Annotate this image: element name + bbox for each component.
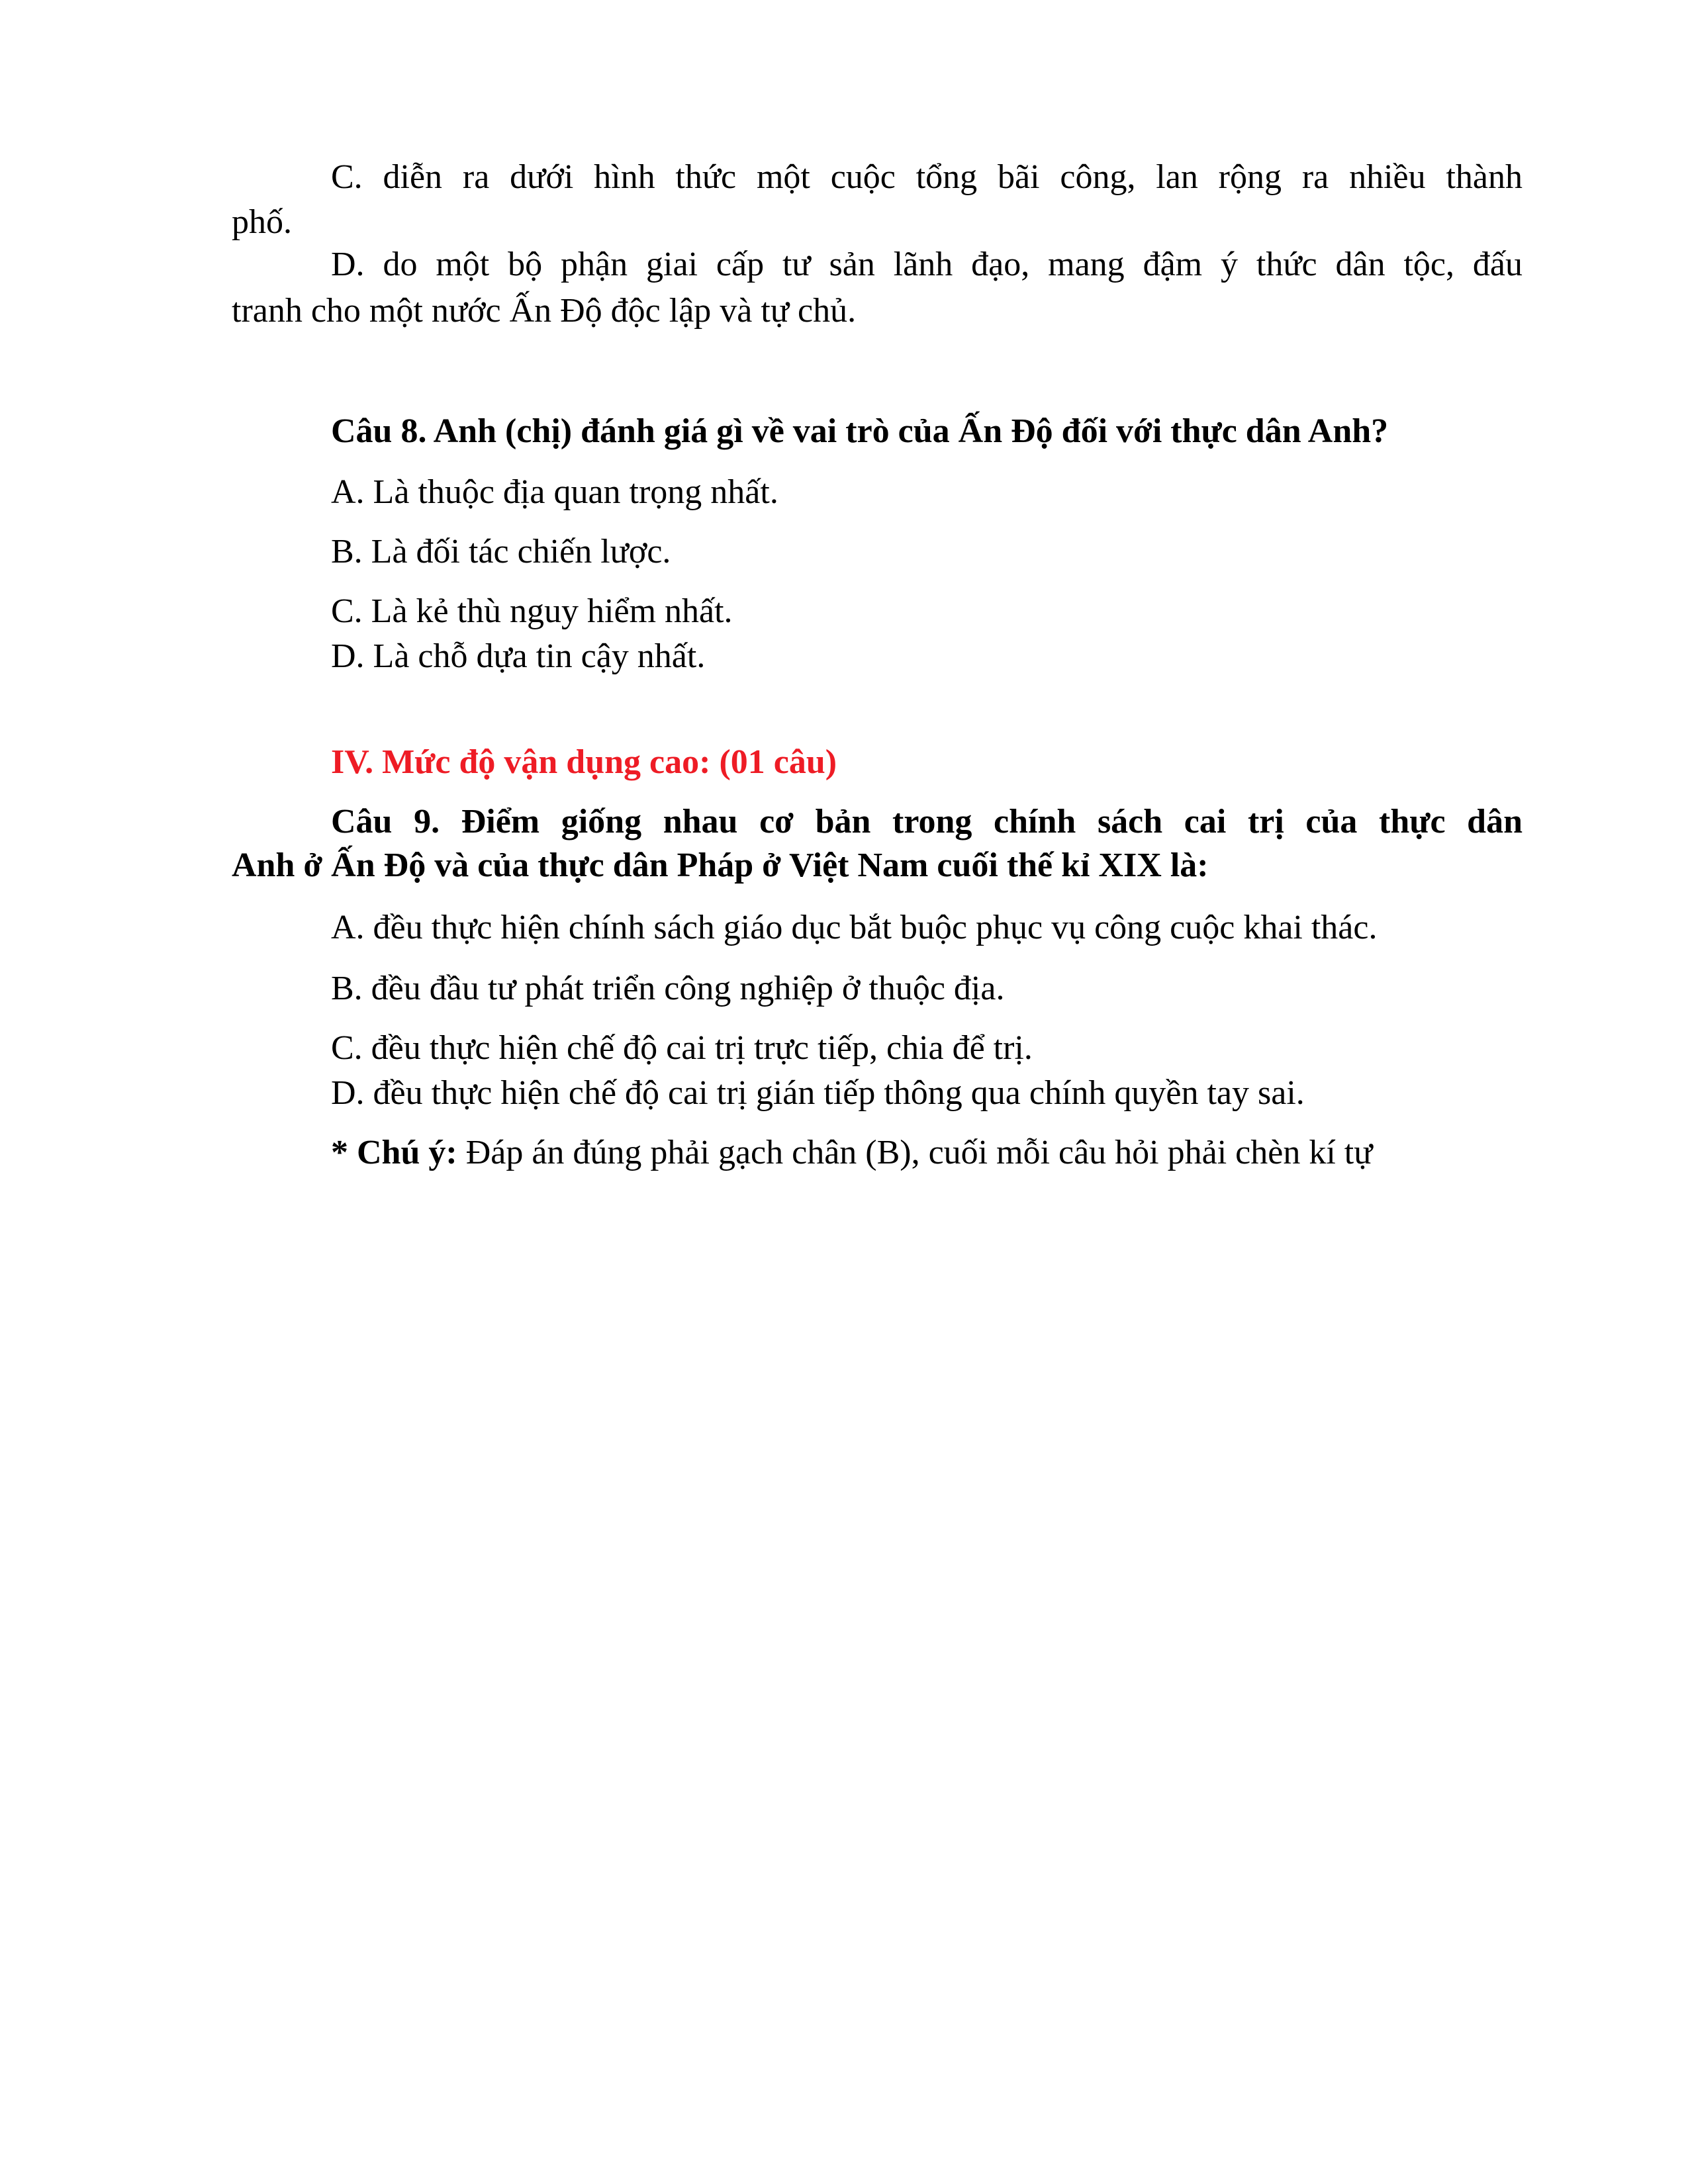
- question-9-title-line1: Câu 9. Điểm giống nhau cơ bản trong chính sách cai trị của thực dân: [331, 803, 1523, 841]
- note-label: * Chú ý:: [331, 1134, 457, 1171]
- prev-option-c-line2: phố.: [232, 203, 292, 241]
- question-9-option-d: D. đều thực hiện chế độ cai trị gián tiếp thông qua chính quyền tay sai.: [331, 1074, 1305, 1112]
- section-4-heading: IV. Mức độ vận dụng cao: (01 câu): [331, 743, 837, 781]
- question-9-option-b: B. đều đầu tư phát triển công nghiệp ở thuộc địa.: [331, 970, 1005, 1007]
- question-8-option-d: D. Là chỗ dựa tin cậy nhất.: [331, 637, 706, 675]
- question-8-title: Câu 8. Anh (chị) đánh giá gì về vai trò của Ấn Độ đối với thực dân Anh?: [331, 412, 1389, 450]
- prev-option-d-line2: tranh cho một nước Ấn Độ độc lập và tự chủ.: [232, 292, 857, 330]
- note-line: [331, 1132, 1372, 1174]
- question-8-option-b: B. Là đối tác chiến lược.: [331, 533, 671, 570]
- document-page: [232, 0, 1523, 2184]
- question-8-option-a: A. Là thuộc địa quan trọng nhất.: [331, 473, 778, 511]
- prev-option-d-line1: D. do một bộ phận giai cấp tư sản lãnh đạo, mang đậm ý thức dân tộc, đấu: [331, 246, 1523, 283]
- question-9-option-c: C. đều thực hiện chế độ cai trị trực tiếp, chia để trị.: [331, 1029, 1033, 1067]
- question-9-title-line2: Anh ở Ấn Độ và của thực dân Pháp ở Việt Nam cuối thế kỉ XIX là:: [232, 846, 1209, 884]
- question-9-option-a: A. đều thực hiện chính sách giáo dục bắt buộc phục vụ công cuộc khai thác.: [331, 909, 1378, 946]
- prev-option-c-line1: C. diễn ra dưới hình thức một cuộc tổng bãi công, lan rộng ra nhiều thành: [331, 158, 1523, 196]
- note-text: Đáp án đúng phải gạch chân (B), cuối mỗi câu hỏi phải chèn kí tự: [457, 1134, 1373, 1171]
- question-8-option-c: C. Là kẻ thù nguy hiểm nhất.: [331, 592, 733, 630]
